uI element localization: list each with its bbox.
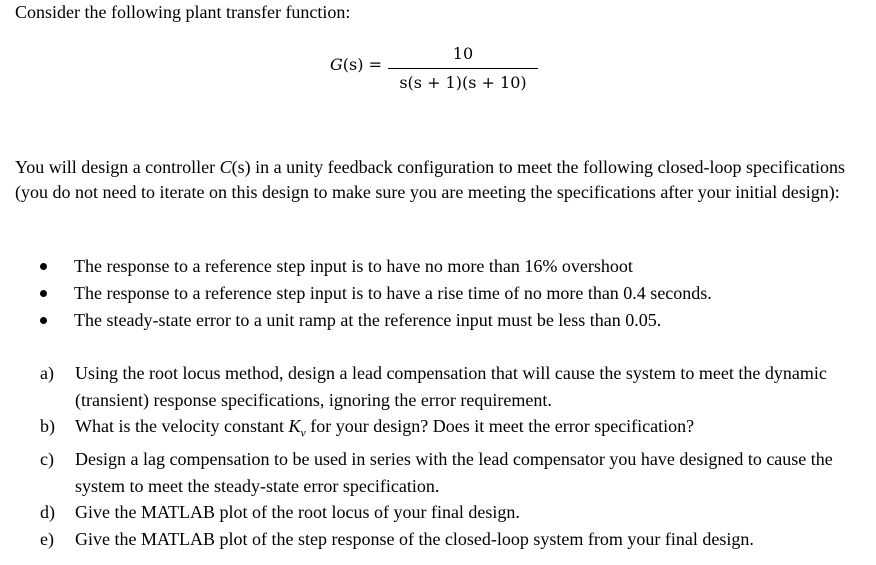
equation-denominator: s(s + 1)(s + 10)	[399, 72, 527, 92]
intro-text: Consider the following plant transfer function:	[15, 2, 351, 22]
controller-symbol: C	[219, 157, 232, 177]
part-label: a)	[40, 363, 54, 383]
equation-fraction	[388, 42, 538, 95]
spec-text: The response to a reference step input is to have no more than 16% overshoot	[74, 256, 633, 276]
part-label: e)	[40, 528, 54, 549]
bullet-icon	[40, 290, 47, 297]
spec-item	[40, 307, 712, 334]
part-label: d)	[40, 502, 55, 523]
part-c	[40, 446, 860, 499]
part-text: Give the MATLAB plot of the step response of the closed-loop system from your final design.	[75, 528, 754, 549]
problem-paragraph	[15, 155, 860, 205]
part-text-end: for your design? Does it meet the error specification?	[305, 416, 695, 436]
velocity-constant-symbol: K	[288, 416, 301, 436]
part-text-start: What is the velocity constant	[75, 416, 289, 436]
velocity-constant-subscript: v	[300, 425, 306, 440]
spec-item	[40, 280, 712, 307]
part-e	[40, 526, 860, 553]
equation-numerator: 10	[452, 43, 474, 63]
part-label: b)	[40, 416, 55, 436]
part-d	[40, 499, 860, 526]
part-a	[40, 360, 860, 413]
equation-lhs	[330, 55, 382, 74]
fraction-bar	[388, 68, 538, 69]
equation-lhs-argument: (s) =	[342, 54, 382, 74]
spec-text: The steady-state error to a unit ramp at the reference input must be less than 0.05.	[74, 310, 662, 330]
transfer-function-equation	[330, 35, 538, 101]
part-text: Using the root locus method, design a lead compensation that will cause the system to meet the dynamic (transient) response specifications, ignoring the error requirement.	[75, 363, 827, 410]
paragraph-start: You will design a controller	[15, 157, 220, 177]
part-text: Design a lag compensation to be used in series with the lead compensator you have designed to cause the system to meet the steady-state error specification.	[75, 449, 833, 496]
paragraph-rest: (s) in a unity feedback configuration to meet the following closed-loop specifications (you do not need to iterate on this design to make sure you are meeting the specifications after your initial design):	[15, 157, 845, 202]
spec-item	[40, 253, 712, 280]
part-b	[40, 413, 860, 446]
question-parts	[40, 360, 860, 552]
spec-text: The response to a reference step input is to have a rise time of no more than 0.4 seconds.	[74, 283, 712, 303]
equation-lhs-function: G	[330, 54, 343, 74]
spec-list	[40, 253, 712, 334]
part-label: c)	[40, 449, 54, 470]
bullet-icon	[40, 263, 47, 270]
bullet-icon	[40, 317, 47, 324]
part-text: Give the MATLAB plot of the root locus of your final design.	[75, 502, 520, 523]
